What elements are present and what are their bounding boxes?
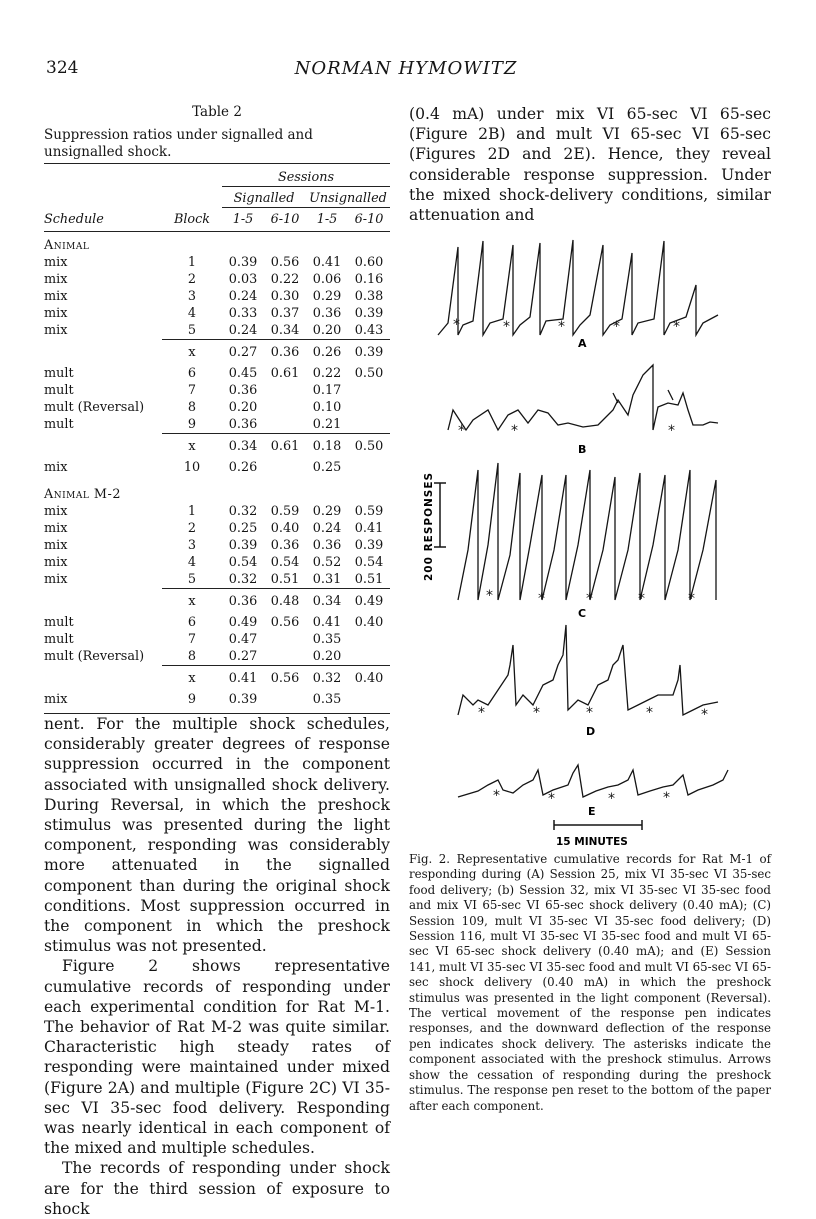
cell-u2 — [348, 691, 390, 714]
cell-s1: 0.39 — [222, 691, 264, 714]
table-row — [44, 305, 390, 322]
cell-s1: 0.34 — [222, 434, 264, 460]
cell-s2 — [264, 648, 306, 666]
panel-a-label: A — [578, 337, 587, 350]
panel-e-label: E — [588, 805, 596, 818]
table-row — [44, 365, 390, 382]
cell-s2: 0.36 — [264, 340, 306, 366]
table-header-row-3 — [44, 208, 390, 232]
table-row — [44, 503, 390, 520]
left-paragraph-2: Figure 2 shows representative cumulative records of responding under each experimental condition for Rat M-1. The behavior of Rat M-2 was quite similar. Characteristic high steady rates of responding were maintained under mixed (Figure 2A) and multiple (Figure 2C) VI 35-sec VI 35-sec food delivery. Responding was nearly identical in each component of the mixed and multiple schedules. — [44, 957, 390, 1158]
svg-text:*: * — [668, 423, 675, 439]
cell-u1: 0.41 — [312, 615, 342, 630]
cell-s2: 0.56 — [270, 255, 300, 270]
cell-block: 9 — [162, 691, 222, 714]
svg-text:*: * — [533, 705, 540, 721]
schedule-header: Schedule — [44, 208, 162, 232]
table-row — [44, 537, 390, 554]
cell-schedule: mix — [44, 460, 68, 475]
cell-block: 9 — [187, 417, 197, 432]
cell-u2: 0.50 — [348, 434, 390, 460]
table-row — [44, 288, 390, 305]
svg-text:*: * — [511, 423, 518, 439]
cell-schedule: mix — [44, 691, 162, 714]
table-row — [44, 554, 390, 571]
table-row — [44, 271, 390, 288]
cell-schedule: mult (Reversal) — [44, 400, 145, 415]
cell-s1: 0.45 — [228, 366, 258, 381]
cell-u1: 0.29 — [312, 289, 342, 304]
cell-u1: 0.52 — [312, 555, 342, 570]
table-row — [44, 691, 390, 714]
cell-s1: 0.39 — [228, 255, 258, 270]
cell-u2: 0.41 — [354, 521, 384, 536]
table-number: Table 2 — [192, 104, 242, 120]
cell-u1: 0.21 — [312, 417, 342, 432]
cell-block: 8 — [187, 649, 197, 664]
cell-s2: 0.36 — [270, 538, 300, 553]
cell-u2: 0.54 — [354, 555, 384, 570]
mean-row — [44, 340, 390, 366]
cell-s1: 0.54 — [228, 555, 258, 570]
cell-u2: 0.39 — [348, 340, 390, 366]
cell-block: 2 — [187, 521, 197, 536]
table-caption — [44, 104, 390, 161]
svg-text:*: * — [458, 423, 465, 439]
table-row — [44, 382, 390, 399]
cell-block: 8 — [187, 400, 197, 415]
running-title: NORMAN HYMOWITZ — [294, 58, 518, 79]
table-row — [44, 399, 390, 416]
block-header: Block — [162, 208, 222, 232]
cell-s1: 0.03 — [228, 272, 258, 287]
cell-schedule — [44, 434, 162, 460]
cell-u1: 0.41 — [312, 255, 342, 270]
mean-row — [44, 434, 390, 460]
cell-block: 6 — [187, 366, 197, 381]
page-number: 324 — [46, 58, 79, 78]
cell-block: 7 — [187, 383, 197, 398]
cell-u1: 0.26 — [306, 340, 348, 366]
svg-text:*: * — [673, 319, 680, 335]
cell-s2 — [264, 631, 306, 648]
cell-u1: 0.10 — [312, 400, 342, 415]
table-row — [44, 520, 390, 537]
cell-u1: 0.24 — [312, 521, 342, 536]
record-c — [458, 463, 716, 600]
cell-u2: 0.50 — [354, 366, 384, 381]
cell-u1: 0.25 — [312, 460, 342, 475]
mean-row — [44, 666, 390, 692]
cell-u1: 0.22 — [312, 366, 342, 381]
record-b — [448, 365, 718, 430]
cell-schedule — [44, 340, 162, 366]
page-header — [46, 58, 766, 88]
cell-u2: 0.40 — [348, 666, 390, 692]
left-paragraph-3: The records of responding under shock are for the third session of exposure to shock — [44, 1159, 390, 1218]
x-scale-label: 15 MINUTES — [556, 836, 628, 848]
cell-block: 6 — [187, 615, 197, 630]
cell-u2: 0.59 — [354, 504, 384, 519]
cell-u2: 0.60 — [354, 255, 384, 270]
cell-s1: 0.33 — [228, 306, 258, 321]
table-row — [44, 416, 390, 434]
cell-schedule: mult — [44, 417, 74, 433]
cell-s1: 0.36 — [222, 589, 264, 615]
suppression-table — [44, 163, 390, 714]
cell-u2 — [348, 382, 390, 399]
cell-u1: 0.31 — [312, 572, 342, 587]
cell-schedule: mult — [44, 383, 74, 398]
cell-schedule: mix — [44, 538, 68, 553]
panel-d-label: D — [586, 725, 596, 738]
cell-s2 — [264, 416, 306, 434]
cell-block: 7 — [187, 632, 197, 647]
table-row — [44, 459, 390, 481]
cell-block: 4 — [187, 306, 197, 321]
cell-u2 — [348, 416, 390, 434]
cell-u2: 0.40 — [354, 615, 384, 630]
cell-u1: 0.36 — [312, 306, 342, 321]
table-row — [44, 254, 390, 271]
cell-s1: 0.32 — [228, 504, 258, 519]
cell-s2: 0.22 — [270, 272, 300, 287]
cell-s1: 0.49 — [228, 615, 258, 630]
cell-schedule — [44, 589, 162, 615]
svg-text:*: * — [486, 588, 493, 604]
cell-s1: 0.41 — [222, 666, 264, 692]
cell-u1: 0.35 — [306, 691, 348, 714]
svg-text:*: * — [701, 707, 708, 723]
cell-s2: 0.61 — [270, 366, 300, 381]
svg-text:*: * — [613, 319, 620, 335]
cell-u1: 0.17 — [312, 383, 342, 398]
cell-s2 — [264, 399, 306, 416]
cell-u1: 0.36 — [312, 538, 342, 553]
cell-s1: 0.27 — [228, 649, 258, 664]
cell-schedule: mix — [44, 572, 68, 588]
panel-c-label: C — [578, 607, 587, 620]
left-column-text — [44, 714, 390, 1219]
figure-caption: Fig. 2. Representative cumulative records for Rat M-1 of responding during (A) Session 25, mix VI 35-sec VI 35-sec food delivery; (b) Session 32, mix VI 35-sec VI 35-sec food and mix VI 65-sec VI 65-sec shock delivery (0.40 mA); (C) Session 109, mult VI 35-sec VI 35-sec food delivery; (D) Session 116, mult VI 35-sec VI 35-sec food and mult VI 65-sec VI 65-sec shock delivery (0.40 mA); and (E) Session 141, mult VI 35-sec VI 35-sec food and mult VI 65-sec VI 65-sec shock delivery (0.40 mA) in which the preshock stimulus was presented in the light component (Reversal). The vertical movement of the response pen indicates responses, and the downward deflection of the response pen indicates shock delivery. The asterisks indicate the component associated with the preshock stimulus. Arrows show the cessation of responding during the preshock stimulus. The response pen reset to the bottom of the paper after each component. — [409, 852, 771, 1113]
cell-block: x — [162, 340, 222, 366]
right-paragraph: (0.4 mA) under mix VI 65-sec VI 65-sec (Figure 2B) and mult VI 65-sec VI 65-sec (Figures 2D and 2E). Hence, they reveal considerable response suppression. Under the mixed shock-delivery conditions, similar attenuation and — [409, 105, 771, 225]
panel-b-label: B — [578, 443, 587, 456]
cell-block: 5 — [187, 323, 197, 338]
cell-schedule: mix — [44, 323, 68, 339]
cell-s2: 0.37 — [270, 306, 300, 321]
svg-text:*: * — [493, 788, 500, 804]
cell-s2: 0.40 — [270, 521, 300, 536]
cell-block: 1 — [187, 504, 197, 519]
cell-s1: 0.26 — [228, 460, 258, 475]
sessions-header: Sessions — [222, 164, 390, 187]
cell-u1: 0.20 — [312, 323, 342, 338]
cell-u1: 0.06 — [312, 272, 342, 287]
cell-block: x — [162, 589, 222, 615]
mean-row — [44, 589, 390, 615]
u1-header: 1-5 — [306, 208, 348, 232]
table-row — [44, 614, 390, 631]
cell-s1: 0.20 — [228, 400, 258, 415]
cell-block: 3 — [187, 289, 197, 304]
cell-s2 — [264, 459, 306, 481]
cell-s1: 0.36 — [228, 417, 258, 432]
cell-u2: 0.51 — [354, 572, 384, 587]
cell-s2: 0.56 — [264, 666, 306, 692]
cell-s1: 0.24 — [228, 323, 258, 338]
table-caption-text: Suppression ratios under signalled and unsignalled shock. — [44, 127, 313, 160]
table-header-row-2 — [44, 187, 390, 208]
cell-s1: 0.24 — [228, 289, 258, 304]
animal-m2-label: Animal M-2 — [44, 487, 121, 502]
cell-u1: 0.29 — [312, 504, 342, 519]
u2-header: 6-10 — [348, 208, 390, 232]
table-row — [44, 631, 390, 648]
cell-u2: 0.49 — [348, 589, 390, 615]
cell-u2 — [348, 399, 390, 416]
svg-text:*: * — [548, 791, 555, 807]
cell-s1: 0.32 — [228, 572, 258, 587]
cell-u2 — [348, 648, 390, 666]
cell-block: 3 — [187, 538, 197, 553]
svg-text:*: * — [646, 705, 653, 721]
cell-s2: 0.56 — [270, 615, 300, 630]
cell-schedule: mult — [44, 615, 74, 630]
unsignalled-header: Unsignalled — [306, 187, 390, 208]
svg-text:*: * — [558, 319, 565, 335]
cell-schedule: mix — [44, 272, 68, 287]
animal-m1-label: Animal — [44, 238, 90, 253]
svg-text:*: * — [638, 591, 645, 607]
left-paragraph-1: nent. For the multiple shock schedules, considerably greater degrees of response suppression occurred in the component associated with unsignalled shock delivery. During Reversal, in which the preshock stimulus was presented during the light component, responding was considerably more attenuated in the signalled component than during the original shock conditions. Most suppression occurred in the component in which the preshock stimulus was not presented. — [44, 715, 390, 956]
cell-schedule: mult — [44, 632, 74, 647]
record-d — [458, 625, 718, 715]
table-header-row-1 — [44, 164, 390, 187]
cell-block: 2 — [187, 272, 197, 287]
cell-u2: 0.38 — [354, 289, 384, 304]
cell-block: x — [162, 434, 222, 460]
cell-s2: 0.59 — [270, 504, 300, 519]
cell-u1: 0.32 — [306, 666, 348, 692]
svg-text:*: * — [538, 591, 545, 607]
cell-schedule: mix — [44, 289, 68, 304]
svg-text:*: * — [586, 705, 593, 721]
cell-schedule: mult — [44, 366, 74, 381]
figure-2-cumulative-records — [418, 225, 748, 865]
cell-u2: 0.16 — [354, 272, 384, 287]
cell-s1: 0.25 — [228, 521, 258, 536]
cell-block: 1 — [187, 255, 197, 270]
cell-u1: 0.20 — [312, 649, 342, 664]
cell-s2: 0.30 — [270, 289, 300, 304]
cell-u1: 0.18 — [306, 434, 348, 460]
cell-block: 4 — [187, 555, 197, 570]
cell-block: 10 — [183, 460, 201, 475]
cell-s2 — [264, 691, 306, 714]
cell-s1: 0.36 — [228, 383, 258, 398]
cell-s1: 0.39 — [228, 538, 258, 553]
cell-s2: 0.51 — [270, 572, 300, 587]
s1-header: 1-5 — [222, 208, 264, 232]
cell-schedule: mix — [44, 504, 68, 519]
cell-schedule: mix — [44, 555, 68, 570]
cell-schedule: mix — [44, 255, 68, 270]
table-row — [44, 648, 390, 666]
cell-schedule: mix — [44, 306, 68, 321]
cell-u1: 0.35 — [312, 632, 342, 647]
cell-s1: 0.47 — [228, 632, 258, 647]
cell-s2: 0.34 — [270, 323, 300, 338]
right-column-text — [409, 104, 771, 225]
cell-schedule: mult (Reversal) — [44, 649, 145, 665]
cell-u2: 0.39 — [354, 306, 384, 321]
cell-s1: 0.27 — [222, 340, 264, 366]
svg-text:*: * — [453, 317, 460, 333]
cell-u2: 0.43 — [354, 323, 384, 338]
svg-text:*: * — [586, 591, 593, 607]
cell-s2: 0.61 — [264, 434, 306, 460]
svg-text:*: * — [688, 591, 695, 607]
cell-u2 — [348, 459, 390, 481]
cell-block: x — [162, 666, 222, 692]
cell-u1: 0.34 — [306, 589, 348, 615]
cell-u2: 0.39 — [354, 538, 384, 553]
cell-block: 5 — [187, 572, 197, 587]
cell-s2: 0.48 — [264, 589, 306, 615]
svg-text:*: * — [503, 319, 510, 335]
y-axis-label: 200 RESPONSES — [423, 471, 435, 581]
svg-text:*: * — [608, 791, 615, 807]
cell-schedule — [44, 666, 162, 692]
cell-u2 — [348, 631, 390, 648]
table-row — [44, 571, 390, 589]
cell-s2 — [264, 382, 306, 399]
svg-text:*: * — [478, 705, 485, 721]
s2-header: 6-10 — [264, 208, 306, 232]
signalled-header: Signalled — [222, 187, 306, 208]
svg-text:*: * — [663, 790, 670, 806]
cell-schedule: mix — [44, 521, 68, 536]
cell-s2: 0.54 — [270, 555, 300, 570]
table-row — [44, 322, 390, 340]
